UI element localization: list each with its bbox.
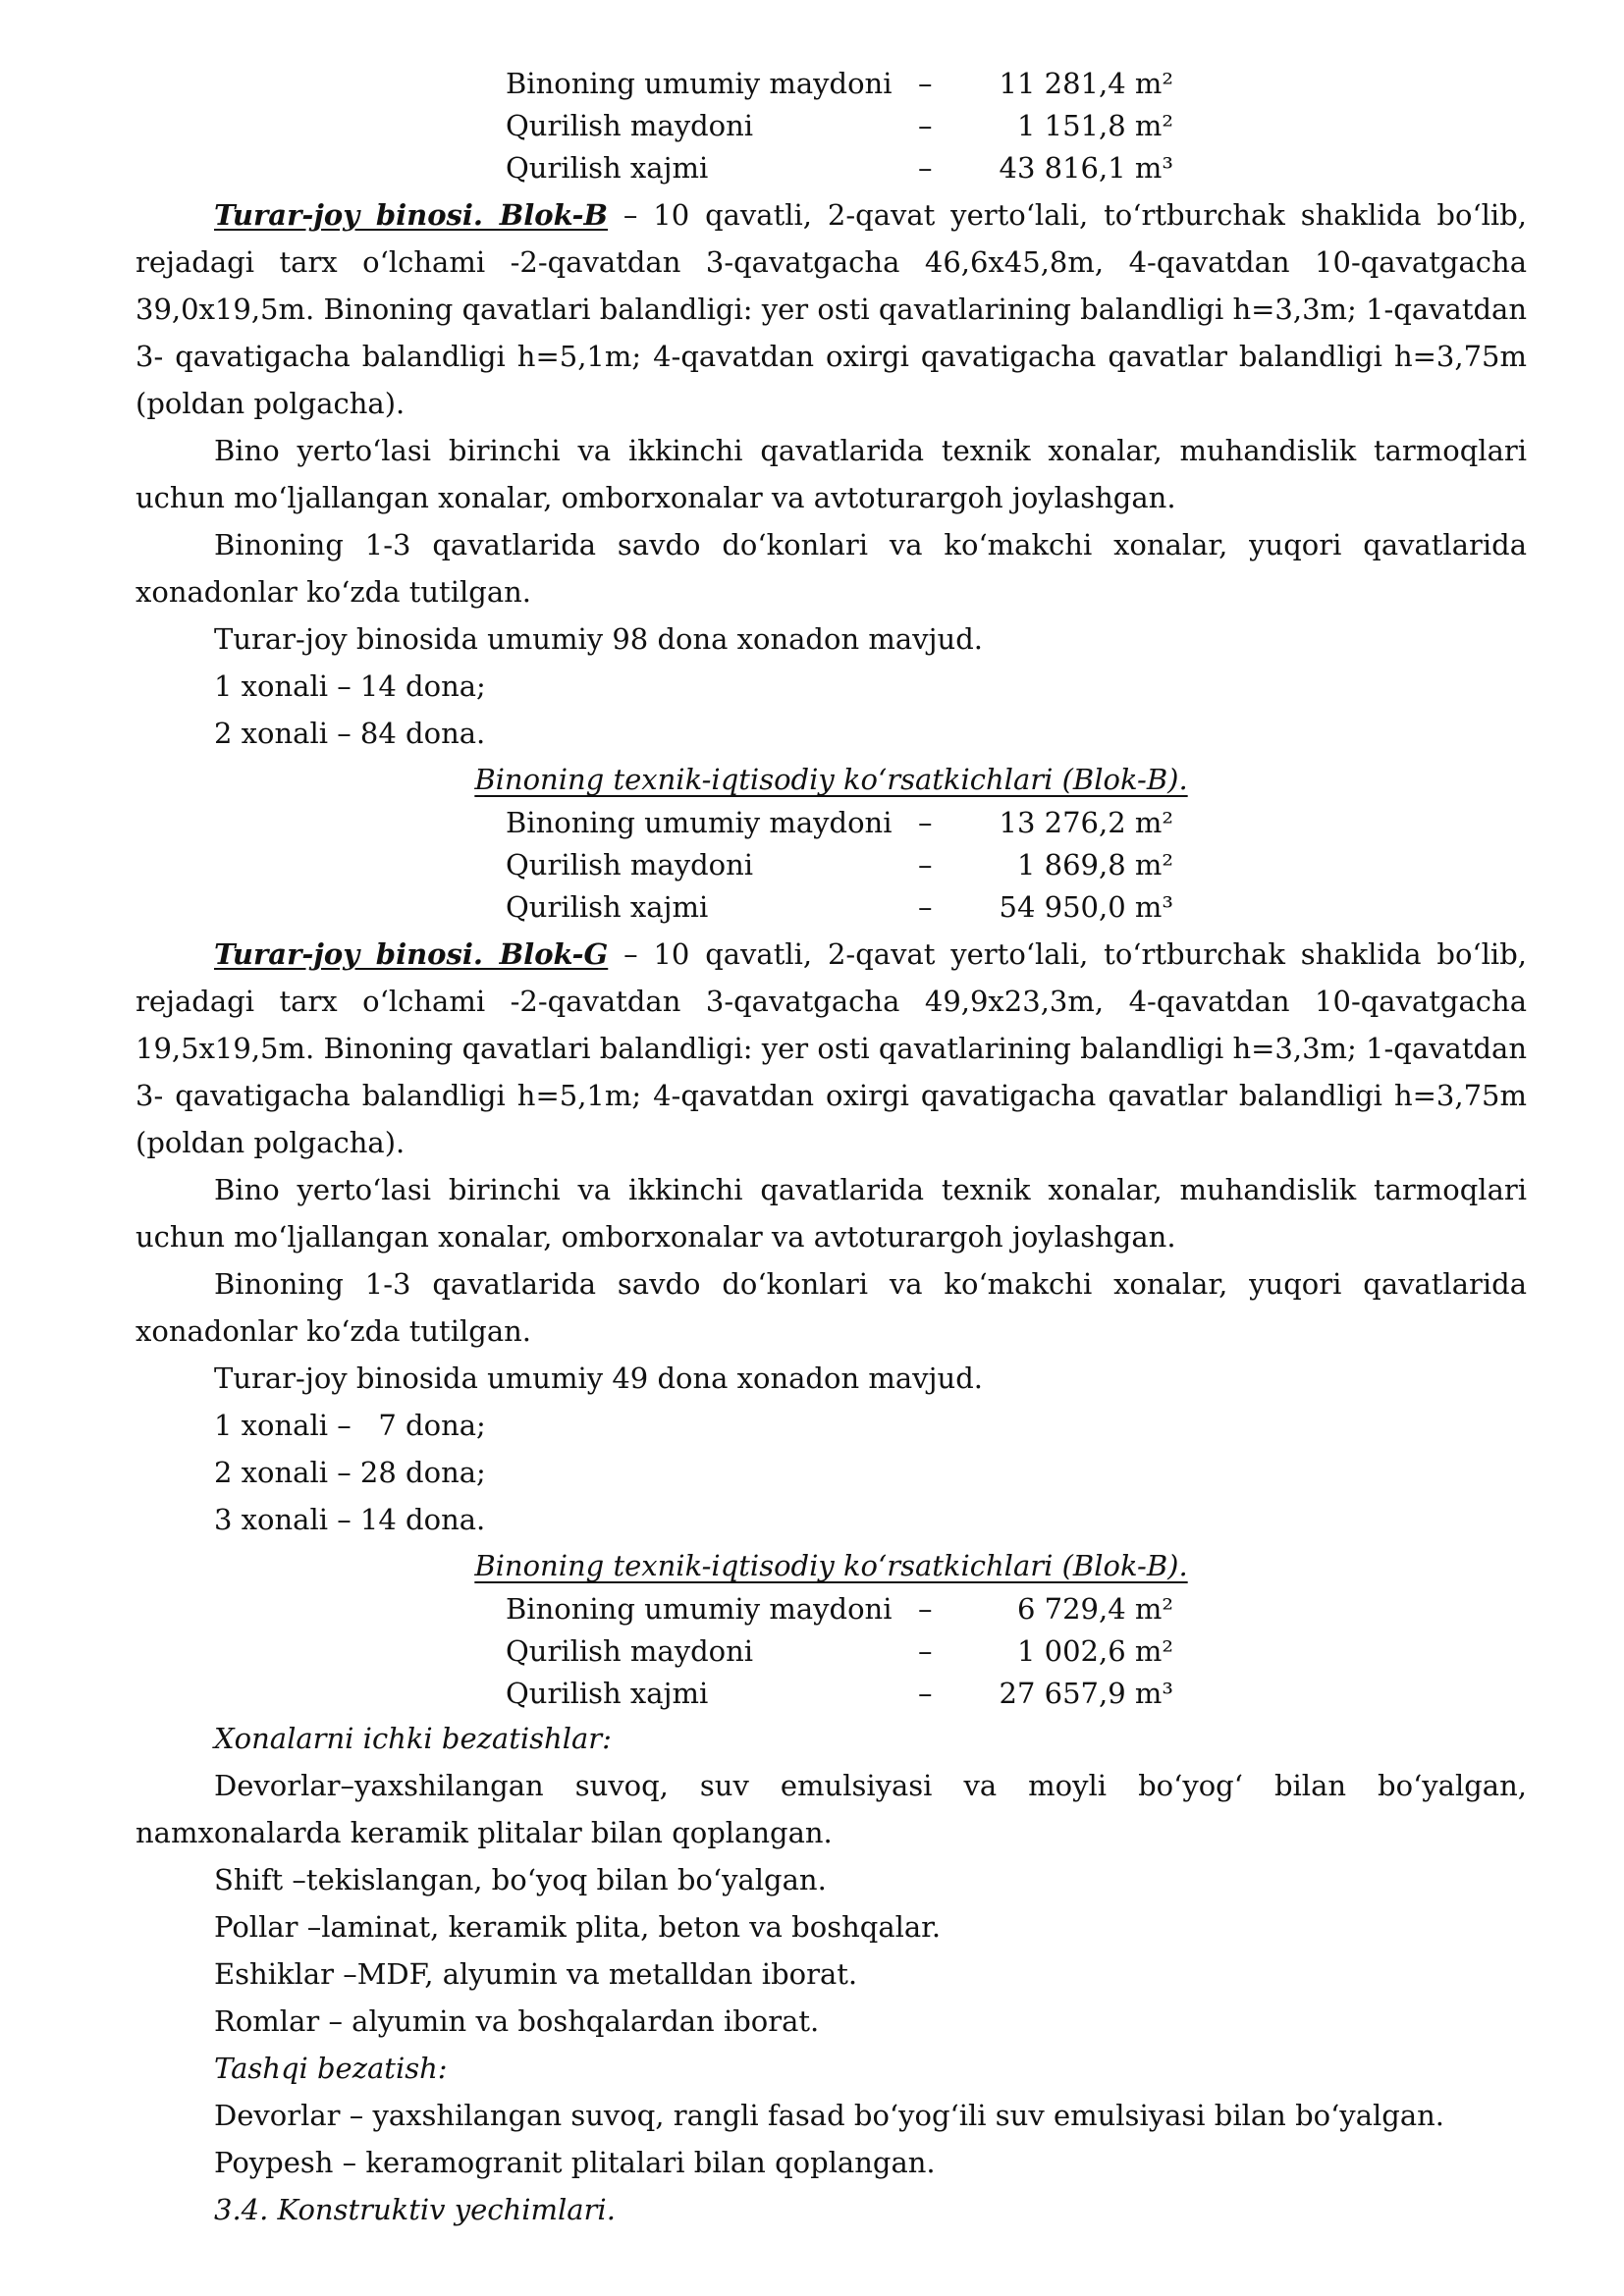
row-label: Qurilish maydoni (506, 848, 754, 881)
block-g-heading: Turar-joy binosi. Blok-G (214, 937, 609, 971)
table-row (506, 886, 1193, 929)
row-label: Qurilish xajmi (506, 151, 709, 185)
row-value: 1 151,8 m² (1016, 109, 1173, 142)
exterior-heading: Tashqi bezatish: (214, 2052, 448, 2085)
row-dash: – (918, 151, 933, 185)
interior-item: Shift –tekislangan, bo‘yoq bilan bo‘yalgan. (214, 1863, 827, 1896)
row-dash: – (918, 67, 933, 100)
interior-heading: Xonalarni ichki bezatishlar: (214, 1722, 612, 1755)
row-label: Binoning umumiy maydoni (506, 806, 893, 839)
block-g-floors-paragraph: Binoning 1-3 qavatlarida savdo do‘konlari va ko‘makchi xonalar, yuqori qavatlarida xonadonlar ko‘zda tutilgan. (135, 1267, 1527, 1348)
table-row (506, 105, 1193, 147)
row-dash: – (918, 1592, 933, 1626)
row-label: Binoning umumiy maydoni (506, 1592, 893, 1626)
row-value: 13 276,2 m² (999, 806, 1173, 839)
row-value: 43 816,1 m³ (999, 151, 1173, 185)
block-b-table-caption: Binoning texnik-iqtisodiy ko‘rsatkichlari (Blok-B). (474, 763, 1188, 796)
interior-item: Pollar –laminat, keramik plita, beton va boshqalar. (214, 1910, 942, 1944)
block-b-intro (135, 191, 1527, 427)
row-label: Qurilish maydoni (506, 109, 754, 142)
block-g-apartments-total: Turar-joy binosida umumiy 49 dona xonadon mavjud. (214, 1362, 983, 1395)
next-section-heading: 3.4. Konstruktiv yechimlari. (214, 2193, 616, 2226)
row-label: Qurilish xajmi (506, 890, 709, 924)
block-b-apartment-item: 1 xonali – 14 dona; (214, 669, 486, 703)
interior-item: Eshiklar –MDF, alyumin va metalldan iborat. (214, 1957, 858, 1991)
block-b-heading: Turar-joy binosi. Blok-B (214, 198, 609, 232)
table-row (506, 844, 1193, 886)
exterior-item: Poypesh – keramogranit plitalari bilan qoplangan. (214, 2146, 936, 2179)
exterior-item: Devorlar – yaxshilangan suvoq, rangli fasad bo‘yog‘ili suv emulsiyasi bilan bo‘yalgan. (214, 2099, 1445, 2132)
block-b-apartments-total: Turar-joy binosida umumiy 98 dona xonadon mavjud. (214, 622, 983, 656)
row-label: Qurilish maydoni (506, 1634, 754, 1668)
interior-item: Romlar – alyumin va boshqalardan iborat. (214, 2004, 820, 2038)
table-row (506, 63, 1193, 105)
block-b-apartment-item: 2 xonali – 84 dona. (214, 717, 486, 750)
row-value: 1 869,8 m² (1016, 848, 1173, 881)
indicators-table-a (506, 63, 1193, 189)
row-dash: – (918, 109, 933, 142)
row-dash: – (918, 848, 933, 881)
row-value: 6 729,4 m² (1016, 1592, 1173, 1626)
block-g-basement-paragraph: Bino yerto‘lasi birinchi va ikkinchi qavatlarida texnik xonalar, muhandislik tarmoqlari uchun mo‘ljallangan xonalar, omborxonalar va avtoturargoh joylashgan. (135, 1173, 1527, 1254)
block-g-intro-text: – 10 qavatli, 2-qavat yerto‘lali, to‘rtburchak shaklida bo‘lib, rejadagi tarx o‘lchami -2-qavatdan 3-qavatgacha 49,9x23,3m, 4-qavatdan 10-qavatgacha 19,5x19,5m. Binoning qavatlari balandligi: yer osti qavatlarining balandligi h=3,3m; 1-qavatdan 3- qavatigacha balandligi h=5,1m; 4-qavatdan oxirgi qavatigacha qavatlar balandligi h=3,75m (poldan polgacha). (135, 937, 1527, 1159)
block-g-indicators-table (506, 1588, 1193, 1715)
row-label: Qurilish xajmi (506, 1677, 709, 1710)
row-value: 11 281,4 m² (999, 67, 1173, 100)
row-dash: – (918, 1677, 933, 1710)
table-row (506, 147, 1193, 189)
row-dash: – (918, 890, 933, 924)
block-b-basement-paragraph: Bino yerto‘lasi birinchi va ikkinchi qavatlarida texnik xonalar, muhandislik tarmoqlari uchun mo‘ljallangan xonalar, omborxonalar va avtoturargoh joylashgan. (135, 434, 1527, 514)
table-row (506, 1673, 1193, 1715)
table-row (506, 1588, 1193, 1630)
row-dash: – (918, 1634, 933, 1668)
interior-item: Devorlar–yaxshilangan suvoq, suv emulsiyasi va moyli bo‘yog‘ bilan bo‘yalgan, namxonalarda keramik plitalar bilan qoplangan. (135, 1769, 1527, 1849)
block-g-apartment-item: 1 xonali – 7 dona; (214, 1409, 486, 1442)
block-g-apartment-item: 3 xonali – 14 dona. (214, 1503, 486, 1536)
block-b-indicators-table (506, 802, 1193, 929)
document-page (135, 63, 1527, 2233)
row-dash: – (918, 806, 933, 839)
block-b-floors-paragraph: Binoning 1-3 qavatlarida savdo do‘konlari va ko‘makchi xonalar, yuqori qavatlarida xonadonlar ko‘zda tutilgan. (135, 528, 1527, 609)
table-row (506, 1630, 1193, 1673)
block-g-table-caption: Binoning texnik-iqtisodiy ko‘rsatkichlari (Blok-B). (474, 1549, 1188, 1582)
row-value: 1 002,6 m² (1016, 1634, 1173, 1668)
block-b-intro-text: – 10 qavatli, 2-qavat yerto‘lali, to‘rtburchak shaklida bo‘lib, rejadagi tarx o‘lchami -2-qavatdan 3-qavatgacha 46,6x45,8m, 4-qavatdan 10-qavatgacha 39,0x19,5m. Binoning qavatlari balandligi: yer osti qavatlarining balandligi h=3,3m; 1-qavatdan 3- qavatigacha balandligi h=5,1m; 4-qavatdan oxirgi qavatigacha qavatlar balandligi h=3,75m (poldan polgacha). (135, 198, 1527, 420)
block-g-apartment-item: 2 xonali – 28 dona; (214, 1456, 486, 1489)
row-value: 27 657,9 m³ (999, 1677, 1173, 1710)
block-g-intro (135, 931, 1527, 1166)
table-row (506, 802, 1193, 844)
row-label: Binoning umumiy maydoni (506, 67, 893, 100)
row-value: 54 950,0 m³ (999, 890, 1173, 924)
